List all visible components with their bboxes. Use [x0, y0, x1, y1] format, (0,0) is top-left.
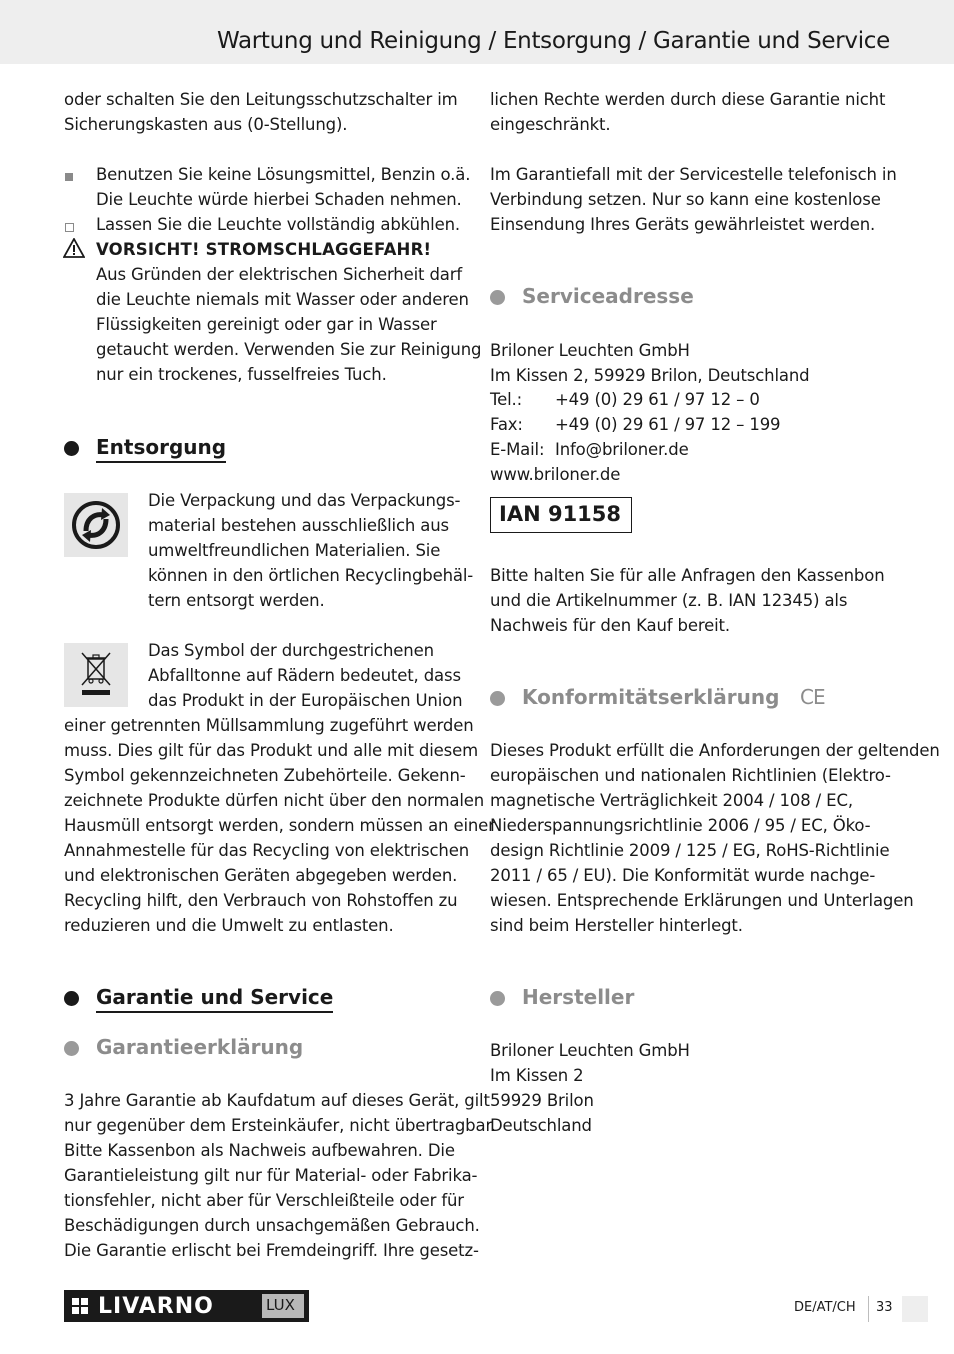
konformitaet-line-1: Dieses Produkt erfüllt die Anforderungen der geltenden	[490, 741, 940, 760]
page-number: 33	[876, 1300, 893, 1315]
ian-line-3: Nachweis für den Kauf bereit.	[490, 616, 730, 635]
garantie-heading: Garantie und Service	[96, 985, 333, 1009]
ian-number: IAN 91158	[499, 502, 622, 526]
cont2-line-3: Einsendung Ihres Geräts gewährleistet werden.	[490, 215, 876, 234]
konformitaet-line-2: europäischen und nationalen Richtlinien (Elektro-	[490, 766, 891, 785]
weee-line-3: das Produkt in der Europäischen Union	[148, 691, 463, 710]
recycle-line-4: können in den örtlichen Recyclingbehäl-	[148, 566, 474, 585]
bullet-marker	[65, 223, 74, 232]
email-value: Info@briloner.de	[555, 440, 689, 459]
hersteller-line-2: Im Kissen 2	[490, 1066, 584, 1085]
weee-line-2: Abfalltonne auf Rädern bedeutet, dass	[148, 666, 461, 685]
logo-squares-icon	[72, 1298, 90, 1314]
fax-value: +49 (0) 29 61 / 97 12 – 199	[555, 415, 781, 434]
garantieerklaerung-heading: Garantieerklärung	[96, 1035, 304, 1059]
logo-text: LIVARNO	[98, 1294, 214, 1319]
konformitaet-line-8: sind beim Hersteller hinterlegt.	[490, 916, 743, 935]
konformitaet-line-6: 2011 / 65 / EU). Die Konformität wurde nachge-	[490, 866, 876, 885]
cont-line-2: eingeschränkt.	[490, 115, 611, 134]
serviceadresse-heading: Serviceadresse	[522, 284, 694, 308]
garantie-line-5: tionsfehler, nicht aber für Verschleißteile oder für	[64, 1191, 464, 1210]
warning-line-5: nur ein trockenes, fusselfreies Tuch.	[96, 365, 387, 384]
bullet-marker	[65, 173, 73, 181]
bullet1-line-2: Die Leuchte würde hierbei Schaden nehmen.	[96, 190, 462, 209]
weee-long-line-2: muss. Dies gilt für das Produkt und alle mit diesem	[64, 741, 479, 760]
garantie-line-7: Die Garantie erlischt bei Fremdeingriff. Ihre gesetz-	[64, 1241, 479, 1260]
weee-long-line-6: Annahmestelle für das Recycling von elektrischen	[64, 841, 470, 860]
recycle-line-3: umweltfreundlichen Materialien. Sie	[148, 541, 441, 560]
heading-bullet	[490, 290, 505, 305]
warning-title: VORSICHT! STROMSCHLAGGEFAHR!	[96, 240, 432, 259]
weee-long-line-9: reduzieren und die Umwelt zu entlasten.	[64, 916, 394, 935]
konformitaet-line-7: wiesen. Entsprechende Erklärungen und Unterlagen	[490, 891, 914, 910]
recycle-line-5: tern entsorgt werden.	[148, 591, 325, 610]
weee-line-1: Das Symbol der durchgestrichenen	[148, 641, 434, 660]
hersteller-heading: Hersteller	[522, 985, 635, 1009]
weee-long-line-8: Recycling hilft, den Verbrauch von Rohstoffen zu	[64, 891, 458, 910]
region-code: DE/AT/CH	[794, 1300, 856, 1315]
tel-value: +49 (0) 29 61 / 97 12 – 0	[555, 390, 760, 409]
page-title: Wartung und Reinigung / Entsorgung / Garantie und Service	[217, 28, 890, 54]
weee-long-line-1: einer getrennten Müllsammlung zugeführt werden	[64, 716, 474, 735]
warning-line-1: Aus Gründen der elektrischen Sicherheit darf	[96, 265, 463, 284]
tel-label: Tel.:	[490, 390, 523, 409]
hersteller-line-3: 59929 Brilon	[490, 1091, 594, 1110]
website: www.briloner.de	[490, 465, 621, 484]
garantie-line-4: Garantieleistung gilt nur für Material- oder Fabrika-	[64, 1166, 478, 1185]
garantie-line-3: Bitte Kassenbon als Nachweis aufbewahren. Die	[64, 1141, 455, 1160]
konformitaet-heading: Konformitätserklärung	[522, 685, 780, 709]
fax-label: Fax:	[490, 415, 523, 434]
ce-mark-icon: CE	[800, 685, 825, 709]
warning-line-2: die Leuchte niemals mit Wasser oder anderen	[96, 290, 469, 309]
page-header	[0, 0, 954, 64]
page-marker	[902, 1296, 928, 1322]
cont2-line-2: Verbindung setzen. Nur so kann eine kostenlose	[490, 190, 881, 209]
weee-long-line-4: zeichnete Produkte dürfen nicht über den normalen	[64, 791, 485, 810]
crossed-bin-icon	[64, 643, 128, 707]
recycle-line-2: material bestehen ausschließlich aus	[148, 516, 449, 535]
hersteller-line-1: Briloner Leuchten GmbH	[490, 1041, 690, 1060]
heading-bullet	[64, 441, 79, 456]
green-dot-recycle-icon	[64, 493, 128, 557]
warning-line-4: getaucht werden. Verwenden Sie zur Reinigung	[96, 340, 482, 359]
heading-bullet	[64, 991, 79, 1006]
ian-box	[490, 497, 632, 533]
warning-line-3: Flüssigkeiten gereinigt oder gar in Wasser	[96, 315, 437, 334]
logo-lux: LUX	[266, 1296, 295, 1314]
weee-long-line-5: Hausmüll entsorgt werden, sondern müssen an einer	[64, 816, 495, 835]
address-line-2: Im Kissen 2, 59929 Brilon, Deutschland	[490, 366, 810, 385]
konformitaet-line-4: Niederspannungsrichtlinie 2006 / 95 / EC, Öko-	[490, 816, 871, 835]
logo-lux-box	[262, 1294, 304, 1318]
entsorgung-heading: Entsorgung	[96, 435, 226, 459]
ian-line-2: und die Artikelnummer (z. B. IAN 12345) als	[490, 591, 848, 610]
bullet2-line: Lassen Sie die Leuchte vollständig abkühlen.	[96, 215, 460, 234]
cont2-line-1: Im Garantiefall mit der Servicestelle telefonisch in	[490, 165, 897, 184]
intro-line-1: oder schalten Sie den Leitungsschutzschalter im	[64, 90, 458, 109]
weee-long-line-7: und elektronischen Geräten abgegeben werden.	[64, 866, 458, 885]
konformitaet-line-5: design Richtlinie 2009 / 125 / EG, RoHS-Richtlinie	[490, 841, 890, 860]
bullet1-line-1: Benutzen Sie keine Lösungsmittel, Benzin o.ä.	[96, 165, 471, 184]
footer-divider	[868, 1296, 869, 1322]
heading-bullet	[490, 691, 505, 706]
garantie-line-6: Beschädigungen durch unsachgemäßen Gebrauch.	[64, 1216, 480, 1235]
cont-line-1: lichen Rechte werden durch diese Garantie nicht	[490, 90, 886, 109]
ian-line-1: Bitte halten Sie für alle Anfragen den Kassenbon	[490, 566, 885, 585]
garantie-line-1: 3 Jahre Garantie ab Kaufdatum auf dieses Gerät, gilt	[64, 1091, 490, 1110]
garantie-line-2: nur gegenüber dem Ersteinkäufer, nicht übertragbar.	[64, 1116, 496, 1135]
hersteller-line-4: Deutschland	[490, 1116, 592, 1135]
warning-triangle-icon	[63, 238, 85, 258]
heading-bullet	[490, 991, 505, 1006]
address-line-1: Briloner Leuchten GmbH	[490, 341, 690, 360]
intro-line-2: Sicherungskasten aus (0-Stellung).	[64, 115, 348, 134]
konformitaet-line-3: magnetische Verträglichkeit 2004 / 108 / EC,	[490, 791, 853, 810]
livarno-logo	[64, 1290, 309, 1322]
recycle-line-1: Die Verpackung und das Verpackungs-	[148, 491, 461, 510]
email-label: E-Mail:	[490, 440, 545, 459]
heading-bullet	[64, 1041, 79, 1056]
weee-long-line-3: Symbol gekennzeichneten Zubehörteile. Gekenn-	[64, 766, 466, 785]
